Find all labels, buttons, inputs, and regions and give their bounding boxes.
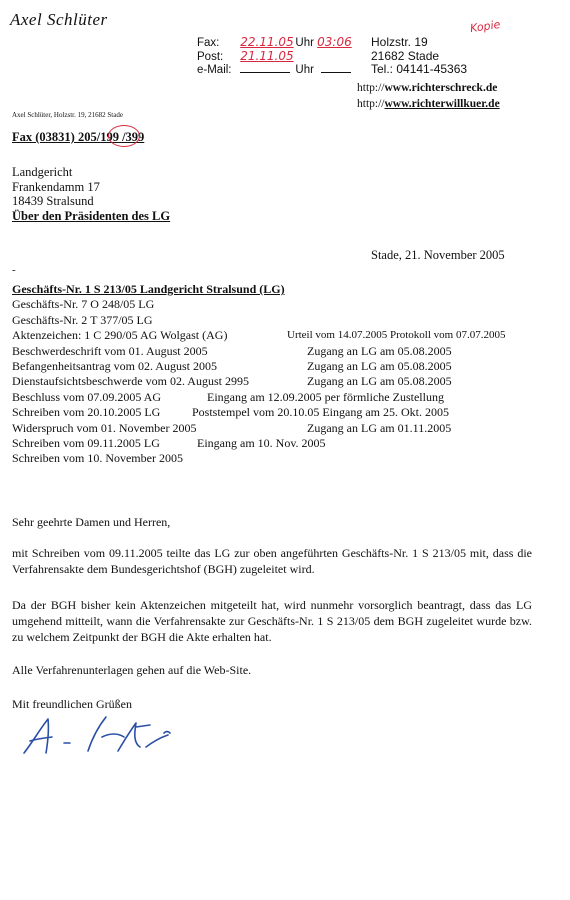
transmission-box xyxy=(197,36,352,77)
handwritten-signature xyxy=(18,707,178,762)
fax-circled-number: 199 xyxy=(100,130,119,144)
post-date: 21.11.05 xyxy=(240,48,294,63)
red-circle-mark xyxy=(108,125,140,147)
phone: Tel.: 04141-45363 xyxy=(371,62,468,76)
post-row xyxy=(197,50,352,64)
sender-name: Axel Schlüter xyxy=(10,10,108,29)
ref-text: Schreiben vom 09.11.2005 LG xyxy=(12,435,160,450)
url2-prefix: http:// xyxy=(357,98,385,110)
recipient-address xyxy=(12,165,170,223)
email-uhr-label: Uhr xyxy=(295,64,314,76)
url2-link[interactable]: www.richterwillkuer.de xyxy=(384,98,500,110)
sender-address xyxy=(371,36,467,77)
city: 21682 Stade xyxy=(371,48,440,63)
fax-label: Fax: xyxy=(197,37,220,49)
url-row-2 xyxy=(357,96,500,112)
greeting: Mit freundlichen Grüßen xyxy=(12,697,132,711)
ref-row xyxy=(12,420,452,436)
sender-return-line: Axel Schlüter, Holzstr. 19, 21682 Stade xyxy=(12,111,123,119)
ref-detail: Zugang an LG am 05.08.2005 xyxy=(307,358,452,373)
reference-list xyxy=(12,282,506,467)
ref-row xyxy=(12,405,449,420)
url1-prefix: http:// xyxy=(357,82,385,94)
ref-text: Beschwerdeschrift vom 01. August 2005 xyxy=(12,343,208,358)
email-row xyxy=(197,63,352,77)
recipient-line-2: Frankendamm 17 xyxy=(12,179,100,194)
closing-sentence: Alle Verfahrenunterlagen gehen auf die Web-Site. xyxy=(12,663,252,677)
recipient-line-3: 18439 Stralsund xyxy=(12,194,94,208)
fax-time: 03:06 xyxy=(317,35,352,49)
fax-row xyxy=(197,36,352,50)
ref-detail: Eingang am 10. Nov. 2005 xyxy=(197,435,326,450)
ref-text: Schreiben vom 20.10.2005 LG xyxy=(12,405,161,420)
body-paragraph-2: Da der BGH bisher kein Aktenzeichen mitgeteilt hat, wird nunmehr vorsorglich beantragt, dass das LG umgehend mitteilt, wann die Verfahrensakte zur Geschäfts-Nr. 1 S 213/05 dem BGH zugeleitet wurde bzw. zu welchem Zeitpunkt der BGH die Akte erhalten hat. xyxy=(12,598,532,644)
ref-detail: Zugang an LG am 05.08.2005 xyxy=(307,374,452,389)
ref-row xyxy=(12,343,452,359)
letter-date: Stade, 21. November 2005 xyxy=(371,248,505,262)
ref-row xyxy=(12,328,506,343)
ref-row xyxy=(12,358,452,374)
website-links xyxy=(357,80,500,112)
ref-row xyxy=(12,282,285,297)
ref-row xyxy=(12,374,452,389)
ref-row xyxy=(12,435,326,451)
ref-row xyxy=(12,313,285,328)
email-blank-line xyxy=(240,63,290,73)
fax-prefix: Fax (03831) 205/ xyxy=(12,130,101,144)
ref-detail: Eingang am 12.09.2005 per förmliche Zustellung xyxy=(207,389,444,404)
recipient-line-4: Über den Präsidenten des LG xyxy=(12,208,171,223)
street: Holzstr. 19 xyxy=(371,35,428,49)
ref-text: Geschäfts-Nr. 2 T 377/05 LG xyxy=(12,312,153,327)
ref-detail: Poststempel vom 20.10.05 Eingang am 25. Okt. 2005 xyxy=(192,405,449,420)
ref-detail: Urteil vom 14.07.2005 Protokoll vom 07.07.2005 xyxy=(287,329,506,342)
url1-link[interactable]: www.richterschreck.de xyxy=(384,82,498,94)
ref-text: Geschäfts-Nr. 7 O 248/05 LG xyxy=(12,297,155,312)
url-row-1 xyxy=(357,80,500,96)
fax-suffix: /399 xyxy=(118,130,145,144)
ref-text: Schreiben vom 10. November 2005 xyxy=(12,451,183,466)
fax-uhr-label: Uhr xyxy=(295,37,314,49)
ref-row xyxy=(12,389,444,405)
email-time-blank-line xyxy=(321,63,351,73)
ref-row xyxy=(12,451,285,466)
body-paragraph-1: mit Schreiben vom 09.11.2005 teilte das LG zur oben angeführten Geschäfts-Nr. 1 S 213/05 mit, dass die Verfahrensakte dem Bundesgerichtshof (BGH) zugeleitet wird. xyxy=(12,546,532,576)
email-label: e-Mail: xyxy=(197,64,232,76)
ref-text: Beschluss vom 07.09.2005 AG xyxy=(12,389,162,404)
ref-text: Widerspruch vom 01. November 2005 xyxy=(12,420,197,435)
separator-dash: - xyxy=(12,264,16,276)
ref-detail: Zugang an LG am 01.11.2005 xyxy=(307,420,452,435)
ref-row xyxy=(12,297,285,312)
recipient-line-1: Landgericht xyxy=(12,165,73,179)
ref-text: Befangenheitsantrag vom 02. August 2005 xyxy=(12,358,217,373)
post-label: Post: xyxy=(197,50,224,63)
ref-detail: Zugang an LG am 05.08.2005 xyxy=(307,343,452,358)
fax-date: 22.11.05 xyxy=(240,35,294,49)
copy-mark: Kopie xyxy=(469,17,502,36)
ref-text: Aktenzeichen: 1 C 290/05 AG Wolgast (AG) xyxy=(12,328,228,343)
salutation: Sehr geehrte Damen und Herren, xyxy=(12,515,171,529)
ref-text: Geschäfts-Nr. 1 S 213/05 Landgericht Stralsund (LG) xyxy=(12,282,285,296)
ref-text: Dienstaufsichtsbeschwerde vom 02. August 2995 xyxy=(12,374,249,389)
